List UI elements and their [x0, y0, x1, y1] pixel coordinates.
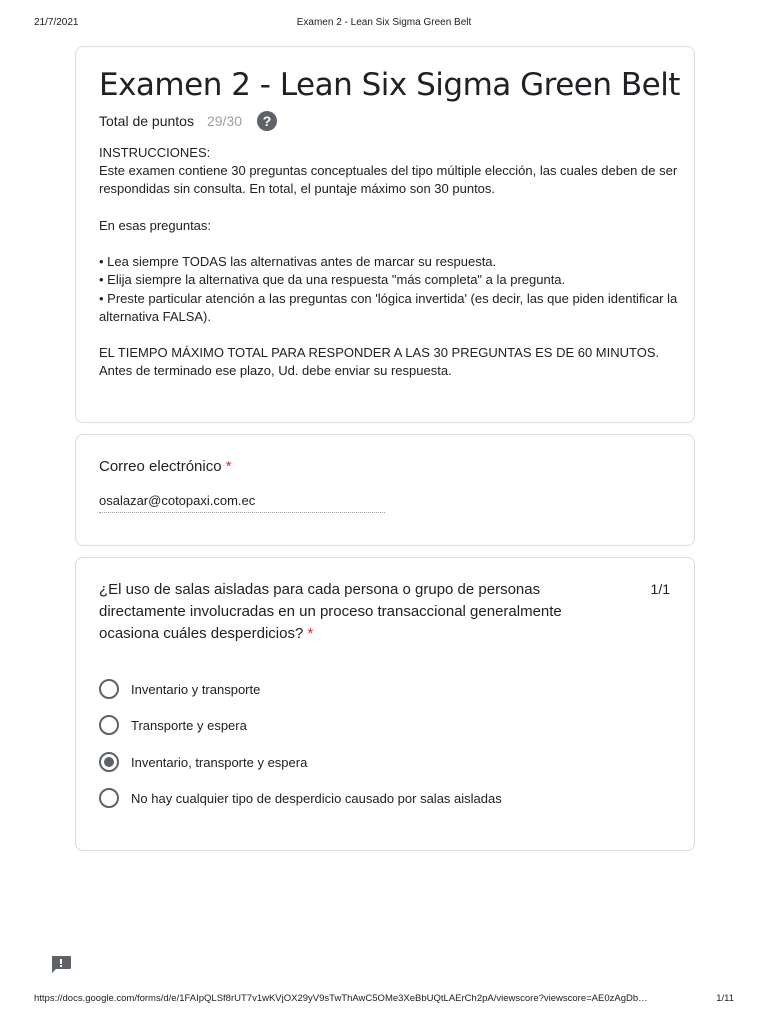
form-header-card	[75, 46, 695, 423]
email-label-text: Correo electrónico	[99, 458, 222, 475]
required-mark: *	[225, 458, 232, 475]
description-gap	[99, 199, 679, 217]
description-line: • Preste particular atención a las preguntas con 'lógica invertida' (es decir, las que piden identificar la alternativa FALSA).	[99, 290, 678, 324]
score-label: Total de puntos	[99, 113, 194, 129]
print-url: https://docs.google.com/forms/d/e/1FAIpQLSf8rUT7v1wKVjOX29yV9sTwThAwC5OMe3XeBbUQtLAErCh2pA/viewscore?viewscore=AE0zAgDb…	[34, 993, 648, 1004]
option-label: Transporte y espera	[131, 717, 247, 733]
page-number: 1/11	[716, 993, 734, 1004]
option-label: No hay cualquier tipo de desperdicio causado por salas aisladas	[131, 790, 502, 806]
print-header	[0, 17, 768, 31]
question-text-body: ¿El uso de salas aisladas para cada persona o grupo de personas directamente involucradas en un proceso transaccional generalmente ocasiona cuáles desperdicios?	[99, 581, 562, 642]
description-line: • Elija siempre la alternativa que da una respuesta "más completa" a la pregunta.	[99, 272, 566, 288]
option-radio-selected[interactable]	[99, 751, 307, 773]
question-points: 1/1	[650, 581, 670, 597]
print-date: 21/7/2021	[34, 17, 79, 28]
print-title: Examen 2 - Lean Six Sigma Green Belt	[296, 17, 472, 28]
email-field[interactable]: osalazar@cotopaxi.com.ec	[99, 493, 385, 513]
form-description	[99, 144, 679, 381]
option-radio[interactable]	[99, 678, 260, 700]
description-line: INSTRUCCIONES:	[99, 145, 211, 160]
radio-checked-icon[interactable]	[99, 752, 119, 772]
option-radio[interactable]	[99, 714, 247, 736]
description-line: EL TIEMPO MÁXIMO TOTAL PARA RESPONDER A LAS 30 PREGUNTAS ES DE 60 MINUTOS.	[99, 345, 660, 361]
email-label	[99, 458, 232, 475]
radio-unchecked-icon[interactable]	[99, 715, 119, 735]
question-text	[99, 579, 619, 645]
option-label: Inventario, transporte y espera	[131, 754, 308, 770]
option-radio[interactable]	[99, 787, 502, 809]
score-row	[99, 110, 277, 132]
description-line: Este examen contiene 30 preguntas conceptuales del tipo múltiple elección, las cuales deben de ser respondidas sin consulta. En total, el puntaje máximo son 30 puntos.	[99, 163, 678, 197]
description-line: En esas preguntas:	[99, 217, 212, 233]
score-value: 29/30	[206, 113, 243, 129]
required-mark: *	[307, 625, 314, 642]
radio-unchecked-icon[interactable]	[99, 788, 119, 808]
feedback-icon[interactable]	[50, 955, 72, 974]
email-card	[75, 434, 695, 546]
form-title: Examen 2 - Lean Six Sigma Green Belt	[99, 67, 680, 103]
option-label: Inventario y transporte	[131, 681, 261, 697]
question-card	[75, 557, 695, 851]
description-line: • Lea siempre TODAS las alternativas antes de marcar su respuesta.	[99, 254, 497, 270]
description-gap	[99, 326, 679, 344]
print-footer	[0, 993, 768, 1007]
help-circle-icon[interactable]: ?	[257, 111, 277, 131]
radio-unchecked-icon[interactable]	[99, 679, 119, 699]
description-line: Antes de terminado ese plazo, Ud. debe enviar su respuesta.	[99, 363, 452, 379]
description-gap	[99, 235, 679, 253]
